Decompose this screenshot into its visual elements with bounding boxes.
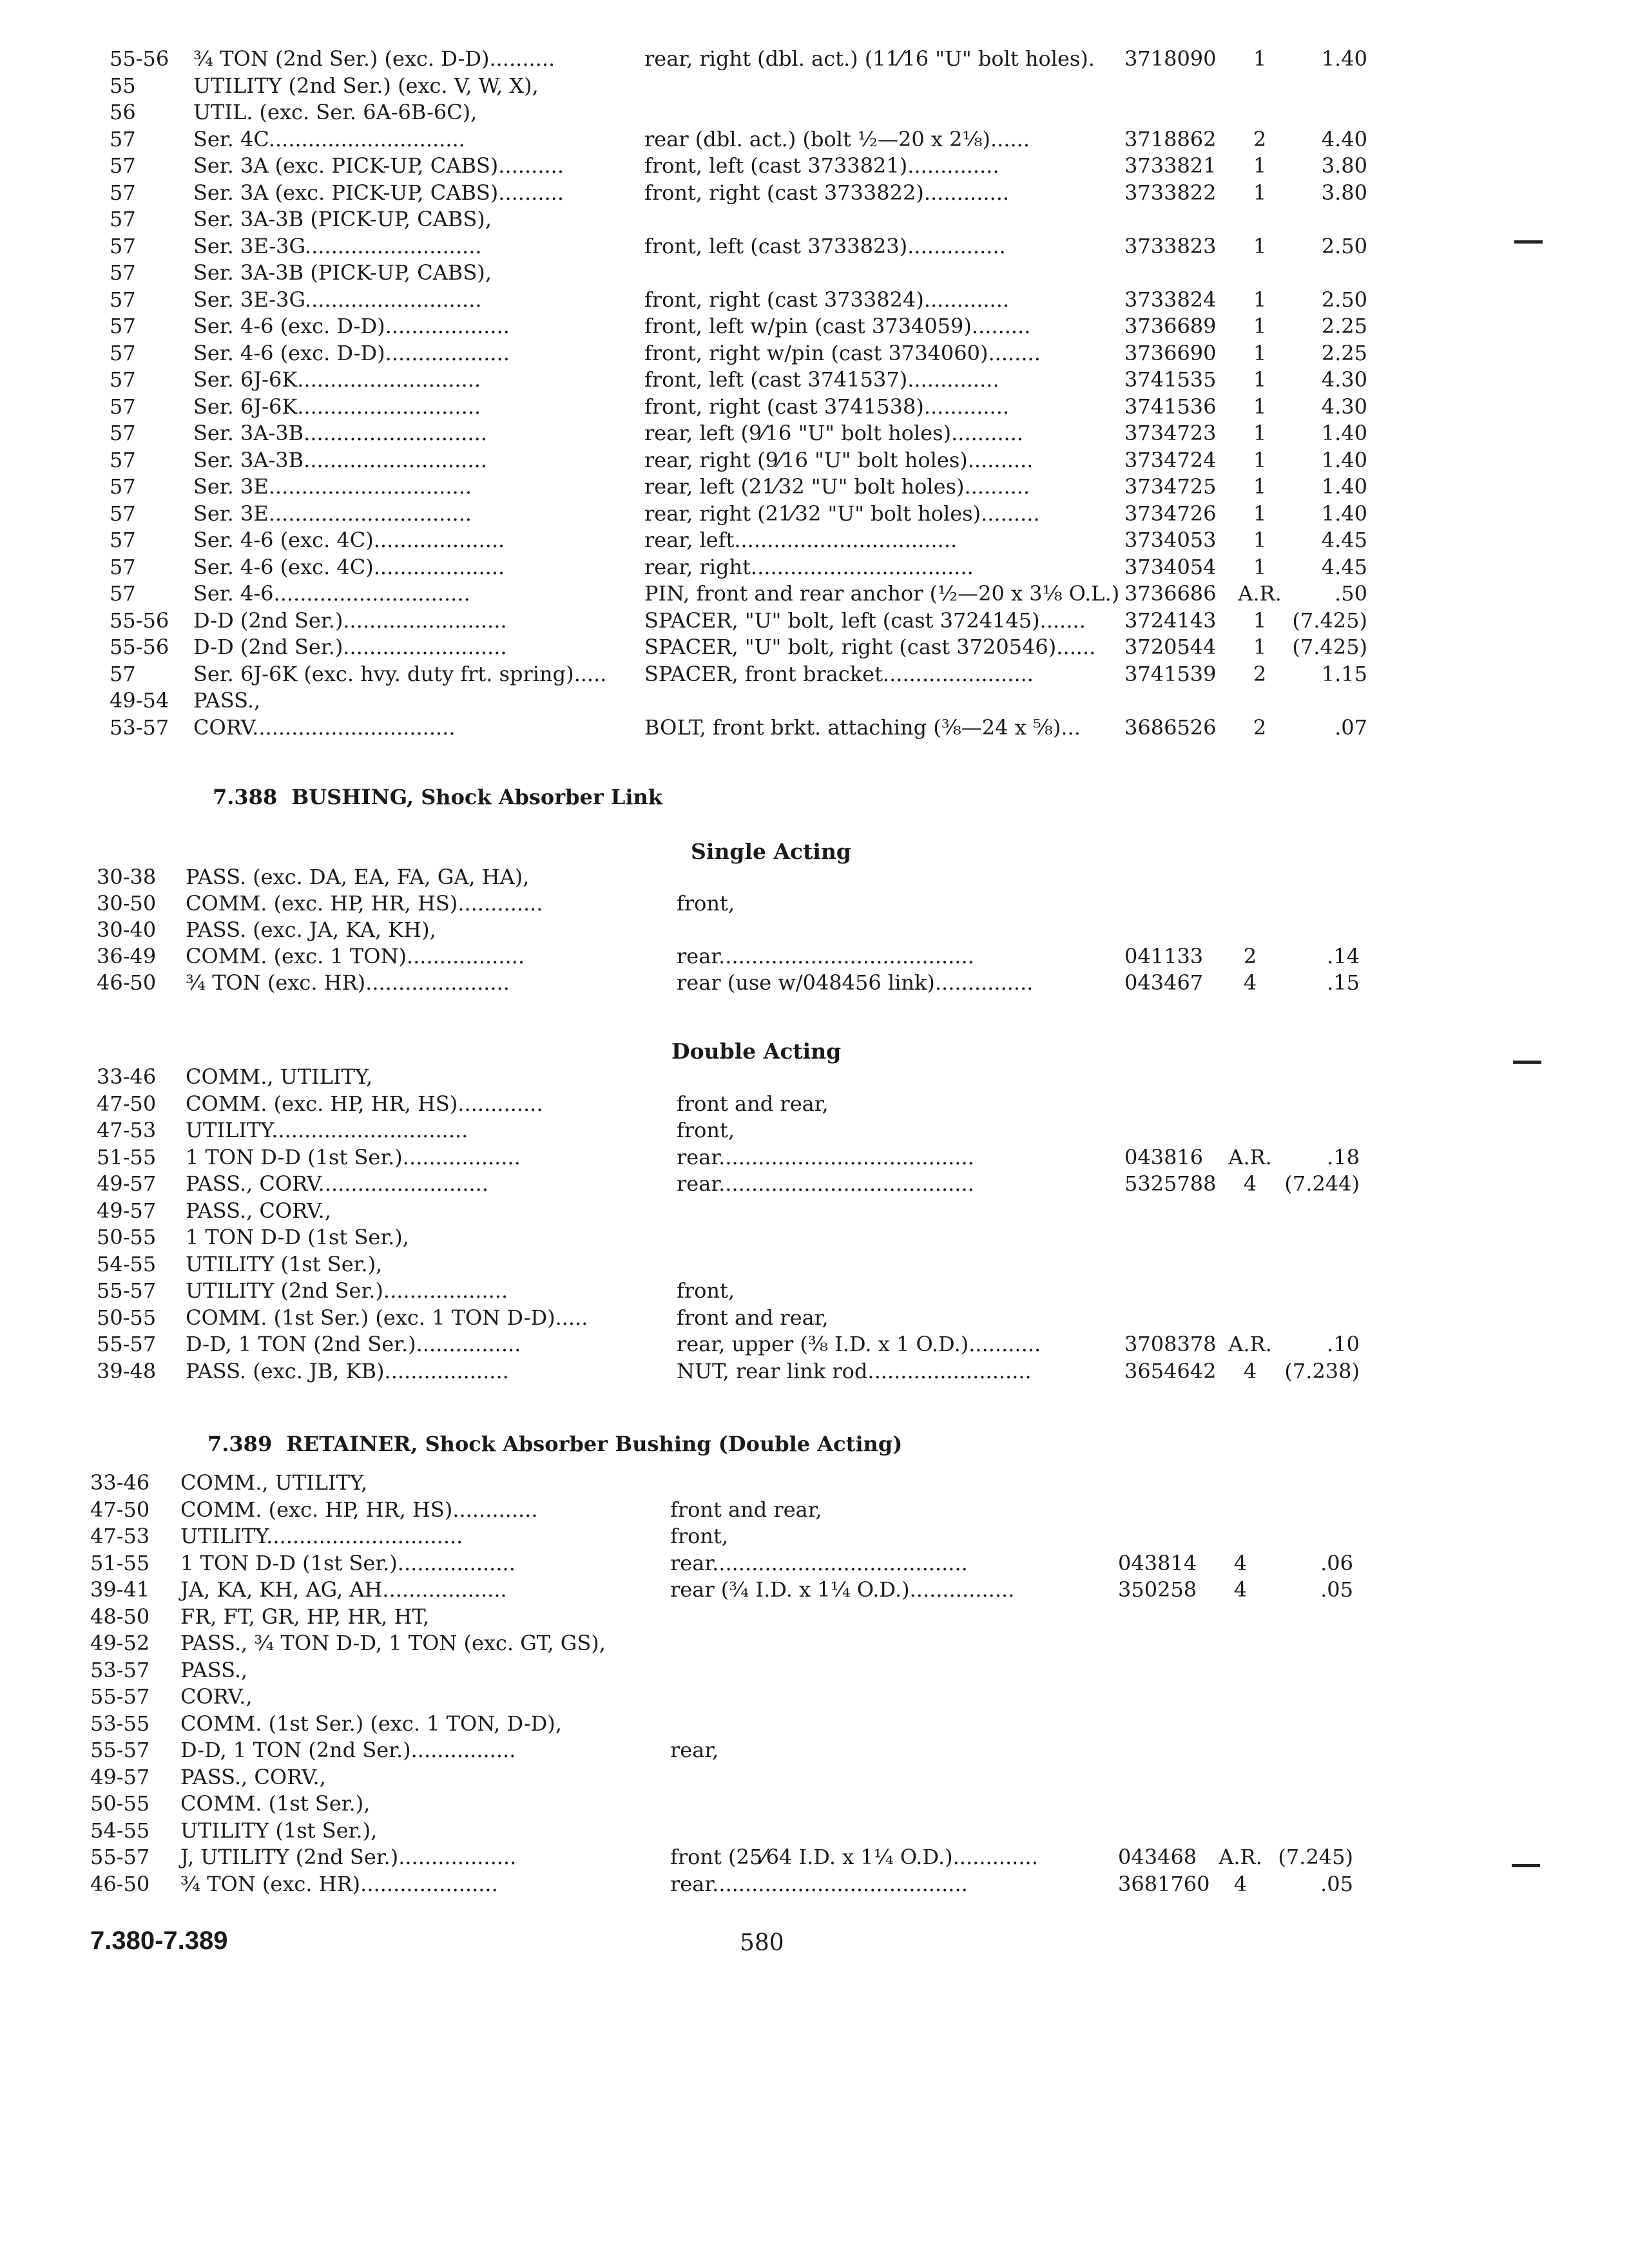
quantity-cell: 4 (1243, 1358, 1257, 1383)
model-cell: Ser. 4C.............................. (193, 126, 465, 151)
part-cell: front (25⁄64 I.D. x 1¼ O.D.)............. (670, 1845, 1038, 1869)
part-number-cell: 3720544 (1124, 635, 1217, 659)
year-cell: 49-54 (110, 688, 169, 713)
margin-mark (1513, 1061, 1541, 1064)
part-cell: front, (677, 1278, 735, 1303)
page-number: 580 (740, 1930, 784, 1956)
model-cell: ¾ TON (exc. HR)...................... (186, 970, 510, 995)
model-cell: PASS., CORV.......................... (186, 1171, 489, 1196)
part-number-cell: 3733821 (1124, 153, 1217, 178)
part-number-cell: 3741539 (1124, 661, 1217, 686)
price-cell: (7.245) (1278, 1845, 1353, 1869)
year-cell: 55-57 (90, 1738, 150, 1762)
section-title: BUSHING, Shock Absorber Link (291, 785, 662, 809)
model-cell: Ser. 3E-3G........................... (193, 233, 482, 258)
price-cell: (7.244) (1284, 1171, 1360, 1196)
model-cell: PASS., (180, 1657, 248, 1682)
model-cell: COMM. (1st Ser.) (exc. 1 TON D-D)..... (186, 1305, 588, 1330)
year-cell: 49-57 (90, 1764, 150, 1789)
part-number-cell: 3718090 (1124, 46, 1217, 71)
year-cell: 30-40 (97, 918, 157, 942)
year-cell: 50-55 (90, 1791, 150, 1816)
year-cell: 57 (110, 287, 136, 312)
price-cell: 4.30 (1321, 394, 1367, 419)
quantity-cell: 4 (1233, 1577, 1248, 1602)
year-cell: 57 (110, 501, 136, 526)
part-cell: NUT, rear link rod......................... (677, 1358, 1032, 1383)
model-cell: FR, FT, GR, HP, HR, HT, (180, 1604, 430, 1629)
price-cell: .06 (1320, 1550, 1353, 1575)
year-cell: 39-48 (97, 1358, 157, 1383)
year-cell: 39-41 (90, 1577, 150, 1602)
year-cell: 57 (110, 233, 136, 258)
model-cell: Ser. 3A-3B (PICK-UP, CABS), (193, 207, 492, 231)
quantity-cell: 1 (1253, 367, 1267, 392)
model-cell: Ser. 4-6 (exc. D-D)................... (193, 340, 510, 365)
year-cell: 46-50 (90, 1871, 150, 1896)
year-cell: 55-56 (110, 608, 169, 633)
price-cell: 2.50 (1321, 287, 1367, 312)
quantity-cell: A.R. (1219, 1845, 1262, 1869)
price-cell: 4.45 (1321, 554, 1367, 579)
part-number-cell: 3734054 (1124, 554, 1217, 579)
year-cell: 57 (110, 661, 136, 686)
part-cell: rear....................................... (677, 1171, 974, 1196)
quantity-cell: 1 (1253, 287, 1267, 312)
model-cell: D-D (2nd Ser.)......................... (193, 608, 507, 633)
model-cell: D-D (2nd Ser.)......................... (193, 635, 507, 659)
model-cell: Ser. 6J-6K (exc. hvy. duty frt. spring)..... (193, 661, 607, 686)
part-cell: rear....................................... (670, 1871, 968, 1896)
model-cell: Ser. 3A-3B............................ (193, 421, 487, 445)
model-cell: UTILITY.............................. (186, 1118, 468, 1142)
year-cell: 57 (110, 554, 136, 579)
part-cell: rear, left (9⁄16 "U" bolt holes)........... (644, 421, 1023, 445)
price-cell: .07 (1335, 715, 1367, 740)
section-heading-7-389 (207, 1432, 902, 1456)
model-cell: COMM., UTILITY, (180, 1470, 368, 1495)
price-cell: 2.50 (1321, 233, 1367, 258)
year-cell: 57 (110, 180, 136, 205)
model-cell: D-D, 1 TON (2nd Ser.)................ (180, 1738, 516, 1762)
price-cell: 3.80 (1321, 180, 1367, 205)
year-cell: 47-53 (90, 1524, 150, 1548)
quantity-cell: A.R. (1228, 1332, 1272, 1356)
quantity-cell: 1 (1253, 314, 1267, 338)
year-cell: 30-38 (97, 865, 157, 889)
part-cell: front, (677, 891, 735, 916)
part-number-cell: 041133 (1124, 944, 1204, 968)
part-cell: rear (dbl. act.) (bolt ½—20 x 2⅛)...... (644, 126, 1030, 151)
part-cell: front, left (cast 3741537).............. (644, 367, 999, 392)
part-number-cell: 3654642 (1124, 1358, 1217, 1383)
part-cell: rear....................................... (677, 944, 974, 968)
part-number-cell: 3736689 (1124, 314, 1217, 338)
model-cell: Ser. 3A (exc. PICK-UP, CABS).......... (193, 180, 564, 205)
year-cell: 48-50 (90, 1604, 150, 1629)
part-cell: rear....................................... (670, 1550, 968, 1575)
model-cell: 1 TON D-D (1st Ser.).................. (186, 1144, 521, 1169)
year-cell: 57 (110, 528, 136, 552)
section-title: RETAINER, Shock Absorber Bushing (Double Acting) (286, 1432, 903, 1456)
subheading-single-acting: Single Acting (691, 839, 851, 864)
quantity-cell: 1 (1253, 554, 1267, 579)
part-cell: front, left w/pin (cast 3734059)......... (644, 314, 1031, 338)
price-cell: 3.80 (1321, 153, 1367, 178)
part-number-cell: 3733823 (1124, 233, 1217, 258)
quantity-cell: 1 (1253, 394, 1267, 419)
price-cell: (7.425) (1292, 635, 1367, 659)
quantity-cell: A.R. (1228, 1144, 1272, 1169)
model-cell: Ser. 4-6 (exc. D-D)................... (193, 314, 510, 338)
quantity-cell: 1 (1253, 447, 1267, 472)
part-number-cell: 5325788 (1124, 1171, 1217, 1196)
part-number-cell: 043467 (1124, 970, 1204, 995)
margin-mark (1512, 1864, 1540, 1867)
model-cell: JA, KA, KH, AG, AH................... (180, 1577, 507, 1602)
part-number-cell: 3734724 (1124, 447, 1217, 472)
model-cell: UTILITY (1st Ser.), (180, 1818, 378, 1843)
part-cell: rear, right (dbl. act.) (11⁄16 "U" bolt holes). (644, 46, 1095, 71)
price-cell: 1.40 (1321, 46, 1367, 71)
year-cell: 56 (110, 100, 136, 124)
year-cell: 57 (110, 314, 136, 338)
model-cell: 1 TON D-D (1st Ser.).................. (180, 1550, 516, 1575)
model-cell: UTILITY (2nd Ser.) (exc. V, W, X), (193, 73, 539, 98)
model-cell: CORV., (180, 1684, 253, 1709)
part-cell: front and rear, (670, 1497, 822, 1522)
part-number-cell: 3736686 (1124, 581, 1217, 606)
model-cell: PASS., ¾ TON D-D, 1 TON (exc. GT, GS), (180, 1631, 606, 1655)
model-cell: Ser. 6J-6K............................ (193, 367, 481, 392)
part-cell: PIN, front and rear anchor (½—20 x 3⅛ O.L.) (644, 581, 1120, 606)
model-cell: COMM. (1st Ser.) (exc. 1 TON, D-D), (180, 1711, 562, 1736)
part-cell: rear, right.................................. (644, 554, 974, 579)
model-cell: Ser. 6J-6K............................ (193, 394, 481, 419)
quantity-cell: 1 (1253, 421, 1267, 445)
year-cell: 55-56 (110, 635, 169, 659)
year-cell: 47-53 (97, 1118, 157, 1142)
part-number-cell: 043816 (1124, 1144, 1204, 1169)
quantity-cell: 1 (1253, 233, 1267, 258)
quantity-cell: 2 (1253, 661, 1267, 686)
part-cell: rear (use w/048456 link)............... (677, 970, 1034, 995)
footer-range-code: 7.380-7.389 (90, 1927, 228, 1955)
part-cell: SPACER, front bracket....................... (644, 661, 1034, 686)
quantity-cell: 4 (1243, 1171, 1257, 1196)
year-cell: 47-50 (90, 1497, 150, 1522)
section-number: 7.389 (207, 1432, 273, 1456)
model-cell: UTILITY (1st Ser.), (186, 1251, 383, 1276)
quantity-cell: 4 (1233, 1871, 1248, 1896)
price-cell: .14 (1327, 944, 1360, 968)
part-number-cell: 3736690 (1124, 340, 1217, 365)
part-number-cell: 3708378 (1124, 1332, 1217, 1356)
model-cell: PASS. (exc. DA, EA, FA, GA, HA), (186, 865, 530, 889)
model-cell: Ser. 3E-3G........................... (193, 287, 482, 312)
year-cell: 57 (110, 153, 136, 178)
part-cell: front and rear, (677, 1091, 829, 1116)
quantity-cell: 1 (1253, 501, 1267, 526)
part-number-cell: 3733824 (1124, 287, 1217, 312)
quantity-cell: 1 (1253, 340, 1267, 365)
price-cell: (7.425) (1292, 608, 1367, 633)
part-number-cell: 3734723 (1124, 421, 1217, 445)
year-cell: 50-55 (97, 1305, 157, 1330)
price-cell: .18 (1327, 1144, 1360, 1169)
year-cell: 54-55 (97, 1251, 157, 1276)
year-cell: 54-55 (90, 1818, 150, 1843)
year-cell: 50-55 (97, 1225, 157, 1249)
model-cell: UTILITY (2nd Ser.)................... (186, 1278, 508, 1303)
year-cell: 47-50 (97, 1091, 157, 1116)
year-cell: 55-57 (90, 1845, 150, 1869)
price-cell: .15 (1327, 970, 1360, 995)
part-cell: rear, upper (⅜ I.D. x 1 O.D.)........... (677, 1332, 1041, 1356)
model-cell: PASS., CORV., (180, 1764, 326, 1789)
year-cell: 36-49 (97, 944, 157, 968)
year-cell: 55-56 (110, 46, 169, 71)
quantity-cell: 4 (1233, 1550, 1248, 1575)
quantity-cell: 1 (1253, 46, 1267, 71)
price-cell: 1.40 (1321, 447, 1367, 472)
price-cell: 1.40 (1321, 501, 1367, 526)
model-cell: COMM. (1st Ser.), (180, 1791, 371, 1816)
part-cell: front, left (cast 3733823)............... (644, 233, 1006, 258)
year-cell: 51-55 (97, 1144, 157, 1169)
model-cell: Ser. 4-6.............................. (193, 581, 470, 606)
part-cell: rear, right (21⁄32 "U" bolt holes)......... (644, 501, 1040, 526)
model-cell: COMM. (exc. 1 TON).................. (186, 944, 525, 968)
model-cell: 1 TON D-D (1st Ser.), (186, 1225, 409, 1249)
model-cell: Ser. 3A (exc. PICK-UP, CABS).......... (193, 153, 564, 178)
price-cell: (7.238) (1284, 1358, 1360, 1383)
quantity-cell: 1 (1253, 608, 1267, 633)
price-cell: .05 (1320, 1577, 1353, 1602)
quantity-cell: 2 (1243, 944, 1257, 968)
part-number-cell: 3686526 (1124, 715, 1217, 740)
year-cell: 55-57 (90, 1684, 150, 1709)
price-cell: 1.15 (1321, 661, 1367, 686)
price-cell: 1.40 (1321, 421, 1367, 445)
year-cell: 49-52 (90, 1631, 150, 1655)
model-cell: Ser. 3A-3B............................ (193, 447, 487, 472)
price-cell: 2.25 (1321, 314, 1367, 338)
part-cell: rear....................................... (677, 1144, 974, 1169)
model-cell: COMM., UTILITY, (186, 1064, 373, 1089)
year-cell: 57 (110, 421, 136, 445)
part-number-cell: 043468 (1118, 1845, 1197, 1869)
quantity-cell: 1 (1253, 180, 1267, 205)
quantity-cell: A.R. (1238, 581, 1282, 606)
model-cell: Ser. 3E............................... (193, 501, 472, 526)
model-cell: CORV............................... (193, 715, 456, 740)
year-cell: 53-57 (110, 715, 169, 740)
part-cell: front, right (cast 3733824)............. (644, 287, 1010, 312)
model-cell: PASS., CORV., (186, 1198, 331, 1223)
part-cell: front, (677, 1118, 735, 1142)
model-cell: Ser. 4-6 (exc. 4C).................... (193, 554, 505, 579)
price-cell: 4.45 (1321, 528, 1367, 552)
model-cell: PASS. (exc. JA, KA, KH), (186, 918, 436, 942)
part-cell: front, right (cast 3741538)............. (644, 394, 1010, 419)
part-cell: front, right (cast 3733822)............. (644, 180, 1010, 205)
year-cell: 49-57 (97, 1198, 157, 1223)
price-cell: 4.30 (1321, 367, 1367, 392)
price-cell: 2.25 (1321, 340, 1367, 365)
section-heading-7-388 (213, 785, 662, 809)
part-number-cell: 350258 (1118, 1577, 1197, 1602)
year-cell: 33-46 (90, 1470, 150, 1495)
model-cell: ¾ TON (exc. HR)..................... (180, 1871, 498, 1896)
part-number-cell: 3718862 (1124, 126, 1217, 151)
part-cell: front, right w/pin (cast 3734060)........ (644, 340, 1041, 365)
quantity-cell: 1 (1253, 153, 1267, 178)
part-cell: SPACER, "U" bolt, left (cast 3724145)....... (644, 608, 1086, 633)
price-cell: 4.40 (1321, 126, 1367, 151)
part-cell: rear, left (21⁄32 "U" bolt holes).......... (644, 474, 1030, 499)
year-cell: 55-57 (97, 1332, 157, 1356)
model-cell: PASS. (exc. JB, KB)................... (186, 1358, 509, 1383)
quantity-cell: 2 (1253, 126, 1267, 151)
year-cell: 57 (110, 394, 136, 419)
year-cell: 49-57 (97, 1171, 157, 1196)
model-cell: Ser. 3E............................... (193, 474, 472, 499)
part-number-cell: 3733822 (1124, 180, 1217, 205)
part-cell: front, left (cast 3733821).............. (644, 153, 999, 178)
year-cell: 55 (110, 73, 136, 98)
margin-mark (1514, 240, 1543, 244)
subheading-double-acting: Double Acting (671, 1039, 842, 1064)
part-cell: rear (¾ I.D. x 1¼ O.D.)................ (670, 1577, 1015, 1602)
year-cell: 55-57 (97, 1278, 157, 1303)
model-cell: Ser. 4-6 (exc. 4C).................... (193, 528, 505, 552)
part-number-cell: 3741535 (1124, 367, 1217, 392)
price-cell: .10 (1327, 1332, 1360, 1356)
part-cell: front, (670, 1524, 729, 1548)
price-cell: .05 (1320, 1871, 1353, 1896)
model-cell: PASS., (193, 688, 261, 713)
price-cell: .50 (1335, 581, 1367, 606)
model-cell: D-D, 1 TON (2nd Ser.)................ (186, 1332, 521, 1356)
part-number-cell: 3724143 (1124, 608, 1217, 633)
year-cell: 57 (110, 340, 136, 365)
model-cell: COMM. (exc. HP, HR, HS)............. (186, 891, 543, 916)
part-cell: SPACER, "U" bolt, right (cast 3720546)...... (644, 635, 1096, 659)
price-cell: 1.40 (1321, 474, 1367, 499)
quantity-cell: 4 (1243, 970, 1257, 995)
year-cell: 57 (110, 474, 136, 499)
part-cell: rear, (670, 1738, 719, 1762)
year-cell: 51-55 (90, 1550, 150, 1575)
part-cell: rear, left.................................. (644, 528, 958, 552)
part-number-cell: 3734725 (1124, 474, 1217, 499)
part-number-cell: 043814 (1118, 1550, 1197, 1575)
year-cell: 53-57 (90, 1657, 150, 1682)
quantity-cell: 1 (1253, 474, 1267, 499)
year-cell: 57 (110, 260, 136, 285)
part-number-cell: 3734726 (1124, 501, 1217, 526)
model-cell: Ser. 3A-3B (PICK-UP, CABS), (193, 260, 492, 285)
part-number-cell: 3741536 (1124, 394, 1217, 419)
part-number-cell: 3681760 (1118, 1871, 1210, 1896)
year-cell: 57 (110, 367, 136, 392)
model-cell: ¾ TON (2nd Ser.) (exc. D-D).......... (193, 46, 555, 71)
year-cell: 33-46 (97, 1064, 157, 1089)
model-cell: J, UTILITY (2nd Ser.).................. (180, 1845, 517, 1869)
model-cell: UTIL. (exc. Ser. 6A-6B-6C), (193, 100, 477, 124)
model-cell: COMM. (exc. HP, HR, HS)............. (180, 1497, 538, 1522)
year-cell: 57 (110, 581, 136, 606)
part-cell: rear, right (9⁄16 "U" bolt holes).......... (644, 447, 1034, 472)
year-cell: 57 (110, 447, 136, 472)
part-number-cell: 3734053 (1124, 528, 1217, 552)
quantity-cell: 1 (1253, 635, 1267, 659)
quantity-cell: 1 (1253, 528, 1267, 552)
quantity-cell: 2 (1253, 715, 1267, 740)
year-cell: 46-50 (97, 970, 157, 995)
year-cell: 30-50 (97, 891, 157, 916)
part-cell: front and rear, (677, 1305, 829, 1330)
year-cell: 57 (110, 126, 136, 151)
year-cell: 57 (110, 207, 136, 231)
section-number: 7.388 (213, 785, 278, 809)
year-cell: 53-55 (90, 1711, 150, 1736)
model-cell: UTILITY.............................. (180, 1524, 463, 1548)
part-cell: BOLT, front brkt. attaching (⅜—24 x ⅝)... (644, 715, 1081, 740)
model-cell: COMM. (exc. HP, HR, HS)............. (186, 1091, 543, 1116)
